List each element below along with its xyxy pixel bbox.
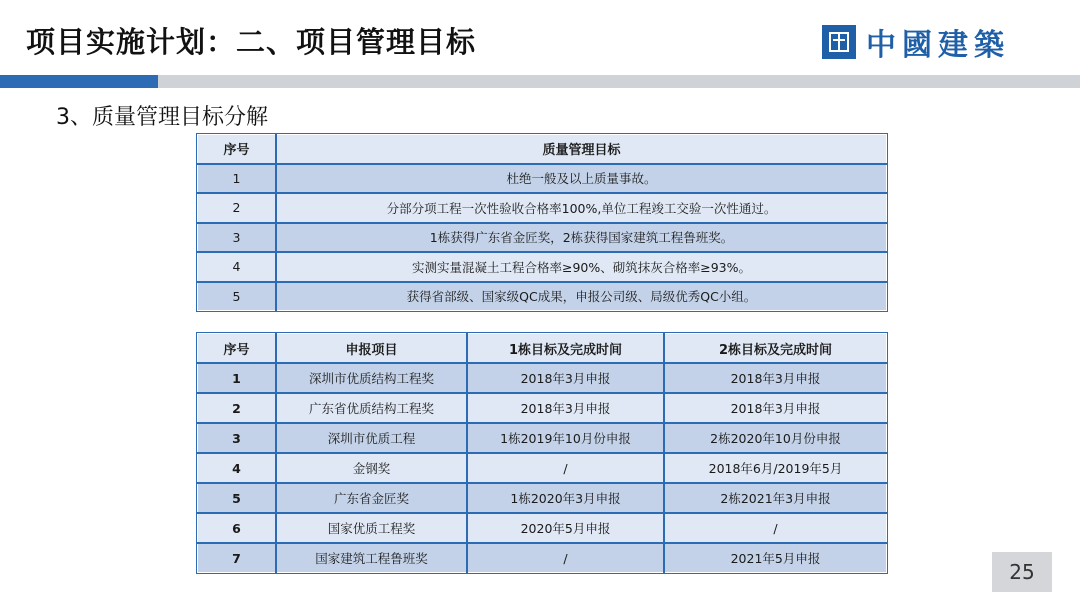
row-index: 5 [197, 282, 276, 312]
row-index: 7 [197, 543, 276, 573]
award-name: 深圳市优质工程 [276, 423, 467, 453]
goal-cell: 杜绝一般及以上质量事故。 [276, 164, 887, 194]
table-row [197, 193, 887, 223]
building2-target: 2018年3月申报 [664, 363, 887, 393]
table-row [197, 393, 887, 423]
goal-cell: 获得省部级、国家级QC成果，申报公司级、局级优秀QC小组。 [276, 282, 887, 312]
table-row [197, 223, 887, 253]
award-name: 国家优质工程奖 [276, 513, 467, 543]
section-title: 3、质量管理目标分解 [56, 105, 268, 130]
column-header: 申报项目 [276, 333, 467, 363]
page-number: 25 [992, 552, 1052, 592]
column-header: 1栋目标及完成时间 [467, 333, 664, 363]
column-header: 质量管理目标 [276, 134, 887, 164]
logo-icon [822, 25, 856, 59]
column-header: 序号 [197, 333, 276, 363]
row-index: 4 [197, 453, 276, 483]
building2-target: 2018年6月/2019年5月 [664, 453, 887, 483]
row-index: 6 [197, 513, 276, 543]
row-index: 5 [197, 483, 276, 513]
table-row [197, 453, 887, 483]
company-logo [822, 24, 1010, 63]
building2-target: / [664, 513, 887, 543]
building2-target: 2栋2021年3月申报 [664, 483, 887, 513]
goal-cell: 分部分项工程一次性验收合格率100%,单位工程竣工交验一次性通过。 [276, 193, 887, 223]
row-index: 3 [197, 223, 276, 253]
page-title: 项目实施计划：二、项目管理目标 [26, 25, 477, 59]
award-name: 广东省金匠奖 [276, 483, 467, 513]
table-row [197, 543, 887, 573]
row-index: 2 [197, 393, 276, 423]
header-band-accent [0, 75, 158, 88]
header-band [158, 75, 1080, 88]
row-index: 1 [197, 363, 276, 393]
table-row [197, 282, 887, 312]
building2-target: 2021年5月申报 [664, 543, 887, 573]
building1-target: 2018年3月申报 [467, 393, 664, 423]
table-header-row [197, 333, 887, 363]
building2-target: 2栋2020年10月份申报 [664, 423, 887, 453]
row-index: 4 [197, 252, 276, 282]
building1-target: / [467, 453, 664, 483]
column-header: 2栋目标及完成时间 [664, 333, 887, 363]
table-row [197, 423, 887, 453]
award-name: 国家建筑工程鲁班奖 [276, 543, 467, 573]
building2-target: 2018年3月申报 [664, 393, 887, 423]
row-index: 2 [197, 193, 276, 223]
building1-target: 2018年3月申报 [467, 363, 664, 393]
table-header-row [197, 134, 887, 164]
award-name: 深圳市优质结构工程奖 [276, 363, 467, 393]
award-name: 金钢奖 [276, 453, 467, 483]
building1-target: 1栋2020年3月申报 [467, 483, 664, 513]
row-index: 1 [197, 164, 276, 194]
column-header: 序号 [197, 134, 276, 164]
table-row [197, 164, 887, 194]
award-schedule-table [196, 332, 888, 574]
table-row [197, 483, 887, 513]
table-row [197, 252, 887, 282]
building1-target: 2020年5月申报 [467, 513, 664, 543]
goal-cell: 实测实量混凝土工程合格率≥90%、砌筑抹灰合格率≥93%。 [276, 252, 887, 282]
award-name: 广东省优质结构工程奖 [276, 393, 467, 423]
table-row [197, 363, 887, 393]
logo-text: 中國建築 [866, 28, 1010, 63]
row-index: 3 [197, 423, 276, 453]
goal-cell: 1栋获得广东省金匠奖，2栋获得国家建筑工程鲁班奖。 [276, 223, 887, 253]
building1-target: 1栋2019年10月份申报 [467, 423, 664, 453]
building1-target: / [467, 543, 664, 573]
quality-goals-table [196, 133, 888, 312]
table-row [197, 513, 887, 543]
